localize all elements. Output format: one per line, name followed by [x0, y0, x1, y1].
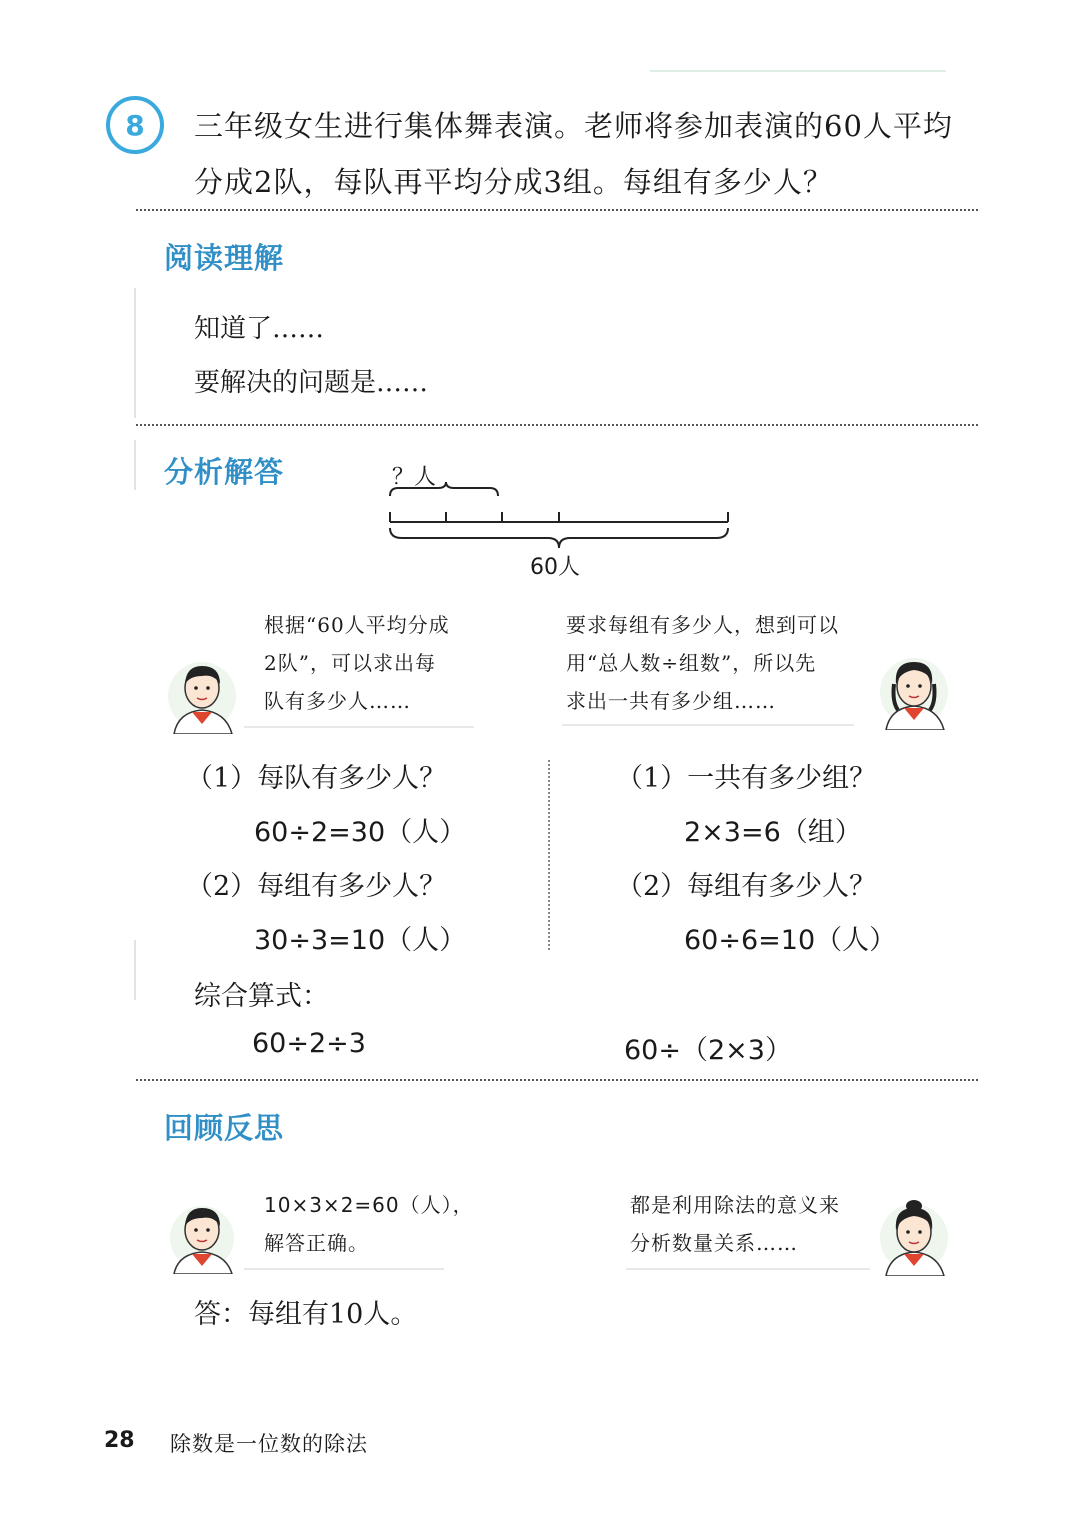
bubble-line-text: 要求每组有多少人，想到可以	[566, 613, 839, 637]
final-answer: 答：每组有10人。	[194, 1299, 418, 1330]
right-a1: 2×3=6（组）	[684, 817, 862, 848]
combined-left: 60÷2÷3	[252, 1028, 366, 1059]
diagram-top-brace-right	[446, 482, 498, 496]
section-title-review: 回顾反思	[164, 1111, 285, 1145]
diagram-bottom-brace-right	[559, 528, 728, 548]
segment-diagram	[380, 458, 740, 578]
diagram-top-label: ？人	[392, 465, 437, 490]
solution-separator	[548, 760, 550, 950]
bubble-line-text: 2队”，可以求出每	[264, 651, 436, 675]
read-known: 知道了……	[194, 314, 325, 344]
right-a2: 60÷6=10（人）	[684, 925, 897, 956]
girl-bubble-review	[630, 1186, 840, 1262]
top-decor-line	[650, 70, 946, 72]
analyze-side-bar-bottom	[134, 940, 136, 1000]
bubble-line-text: 解答正确。	[264, 1231, 369, 1255]
bubble-underline	[626, 1268, 870, 1270]
problem-text-line1: 三年级女生进行集体舞表演。老师将参加表演的60人平均	[194, 109, 953, 143]
bubble-underline	[244, 1268, 444, 1270]
divider-2	[136, 424, 978, 426]
bubble-line-text: 分析数量关系……	[630, 1231, 798, 1255]
bubble-underline	[562, 724, 854, 726]
girl-avatar-icon	[872, 650, 952, 730]
bubble-line-text: 用“总人数÷组数”，所以先	[566, 651, 817, 675]
bubble-underline	[244, 726, 474, 728]
read-side-bar	[134, 288, 136, 418]
bubble-line-text: 10×3×2=60（人），	[264, 1193, 474, 1217]
left-q2: （2）每组有多少人？	[186, 871, 447, 902]
bubble-line-text: 根据“60人平均分成	[264, 613, 450, 637]
right-q2: （2）每组有多少人？	[616, 871, 877, 902]
bubble-line-text: 求出一共有多少组……	[566, 689, 776, 713]
right-q1: （1）一共有多少组？	[616, 763, 877, 794]
boy-avatar-review-icon	[166, 1198, 242, 1274]
left-a2: 30÷3=10（人）	[254, 925, 467, 956]
bubble-line-text: 都是利用除法的意义来	[630, 1193, 840, 1217]
girl-bubble-analyze	[566, 606, 839, 720]
problem-number-badge: 8	[106, 96, 164, 154]
left-q1: （1）每队有多少人？	[186, 763, 447, 794]
chapter-title: 除数是一位数的除法	[170, 1432, 368, 1456]
analyze-side-bar-top	[134, 440, 136, 490]
boy-avatar-icon	[166, 654, 242, 734]
divider-1	[136, 209, 978, 211]
diagram-bottom-brace-left	[390, 528, 559, 548]
section-title-read: 阅读理解	[164, 241, 285, 275]
diagram-bottom-label: 60人	[530, 555, 580, 580]
divider-3	[136, 1079, 978, 1081]
diagram-top-brace-left	[390, 482, 446, 496]
bubble-line-text: 队有多少人……	[264, 689, 411, 713]
boy-bubble-analyze	[264, 606, 450, 720]
combined-label: 综合算式：	[194, 981, 329, 1012]
combined-right: 60÷（2×3）	[624, 1035, 792, 1066]
girl-avatar-review-icon	[872, 1196, 952, 1276]
left-a1: 60÷2=30（人）	[254, 817, 467, 848]
boy-bubble-review	[264, 1186, 474, 1262]
page-number: 28	[104, 1428, 135, 1453]
section-title-analyze: 分析解答	[164, 455, 285, 489]
problem-text-line2: 分成2队，每队再平均分成3组。每组有多少人？	[194, 165, 833, 199]
read-question: 要解决的问题是……	[194, 368, 429, 398]
